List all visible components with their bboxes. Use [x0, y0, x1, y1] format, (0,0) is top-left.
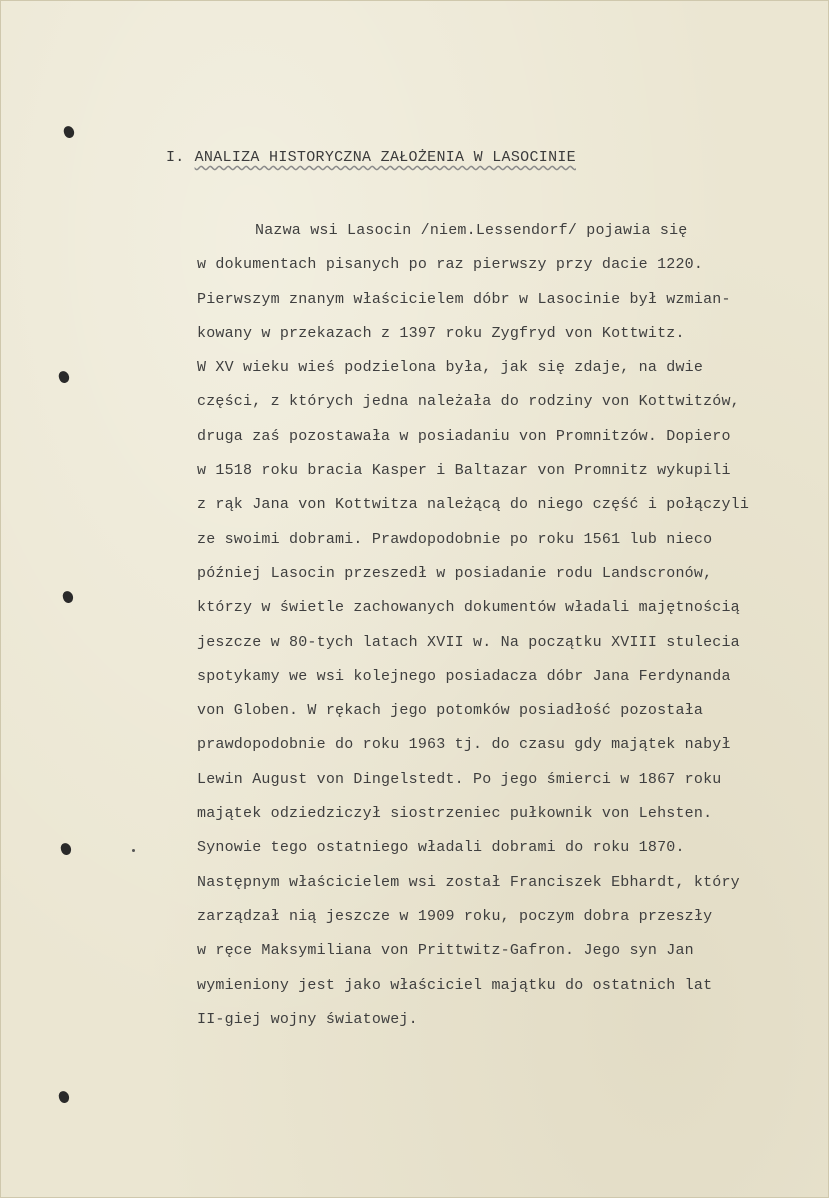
paragraph-line: Lewin August von Dingelstedt. Po jego śmierci w 1867 roku: [197, 770, 722, 788]
paragraph-line: jeszcze w 80-tych latach XVII w. Na początku XVIII stulecia: [197, 633, 740, 651]
section-heading: [166, 149, 576, 166]
paragraph-line: druga zaś pozostawała w posiadaniu von Promnitzów. Dopiero: [197, 427, 731, 445]
punch-hole: [58, 370, 71, 384]
section-number: I.: [166, 149, 185, 166]
paragraph-line: kowany w przekazach z 1397 roku Zygfryd von Kottwitz.: [197, 324, 685, 342]
paragraph-line: Synowie tego ostatniego władali dobrami do roku 1870.: [197, 839, 685, 857]
paragraph-line: zarządzał nią jeszcze w 1909 roku, poczym dobra przeszły: [197, 907, 713, 925]
paragraph-line: W XV wieku wieś podzielona była, jak się zdaje, na dwie: [197, 359, 704, 377]
paragraph-line: Nazwa wsi Lasocin /niem.Lessendorf/ pojawia się: [255, 222, 688, 239]
paragraph-line: wymieniony jest jako właściciel majątku do ostatnich lat: [197, 976, 713, 994]
paragraph-line: z rąk Jana von Kottwitza należącą do niego część i połączyli: [197, 496, 750, 514]
paragraph: [197, 214, 749, 1037]
paragraph-line: spotykamy we wsi kolejnego posiadacza dóbr Jana Ferdynanda: [197, 667, 731, 685]
paragraph-line: w ręce Maksymiliana von Prittwitz-Gafron. Jego syn Jan: [197, 942, 694, 960]
paragraph-line: którzy w świetle zachowanych dokumentów władali majętnością: [197, 599, 740, 617]
paragraph-line: później Lasocin przeszedł w posiadanie rodu Landscronów,: [197, 564, 713, 582]
paragraph-line: II-giej wojny światowej.: [197, 1010, 418, 1028]
punch-hole: [60, 842, 73, 856]
punch-hole: [62, 590, 75, 604]
paragraph-line: majątek odziedziczył siostrzeniec pułkownik von Lehsten.: [197, 805, 713, 823]
paragraph-line: Pierwszym znanym właścicielem dóbr w Lasocinie był wzmian-: [197, 290, 731, 308]
paragraph-line: von Globen. W rękach jego potomków posiadłość pozostała: [197, 702, 704, 720]
paragraph-line: części, z których jedna należała do rodziny von Kottwitzów,: [197, 393, 740, 411]
paragraph-line: w dokumentach pisanych po raz pierwszy przy dacie 1220.: [197, 256, 704, 274]
punch-hole: [63, 125, 76, 139]
section-title: ANALIZA HISTORYCZNA ZAŁOŻENIA W LASOCINIE: [194, 149, 576, 166]
paragraph-line: w 1518 roku bracia Kasper i Baltazar von Promnitz wykupili: [197, 462, 731, 480]
paragraph-line: ze swoimi dobrami. Prawdopodobnie po roku 1561 lub nieco: [197, 530, 713, 548]
paragraph-line: Następnym właścicielem wsi został Franciszek Ebhardt, który: [197, 873, 740, 891]
paragraph-line: prawdopodobnie do roku 1963 tj. do czasu gdy majątek nabył: [197, 736, 731, 754]
punch-hole: [58, 1090, 71, 1104]
ink-mark: [132, 849, 135, 852]
